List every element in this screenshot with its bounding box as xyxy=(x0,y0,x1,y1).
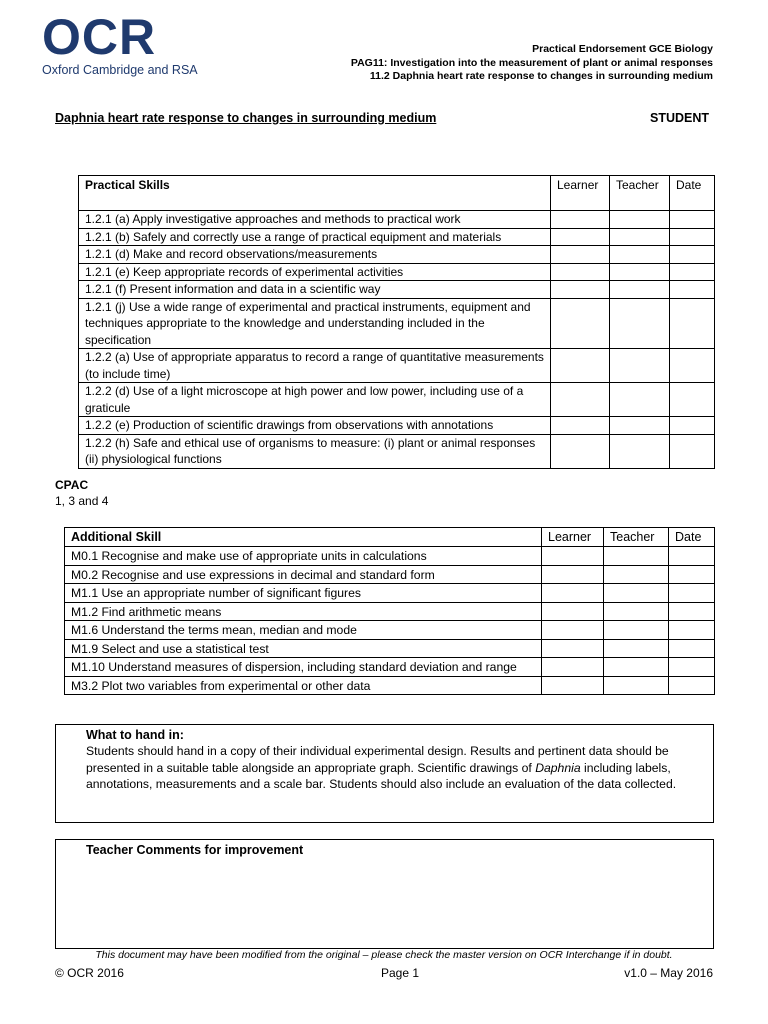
table-row xyxy=(79,298,715,349)
header-line-2: PAG11: Investigation into the measurement of plant or animal responses xyxy=(350,56,713,69)
column-header-teacher: Teacher xyxy=(604,528,669,547)
table-row xyxy=(65,547,715,566)
learner-signoff-cell[interactable] xyxy=(551,263,610,281)
table-row xyxy=(79,246,715,264)
teacher-signoff-cell[interactable] xyxy=(610,246,670,264)
hand-in-text xyxy=(86,743,705,793)
teacher-signoff-cell[interactable] xyxy=(604,621,669,640)
learner-signoff-cell[interactable] xyxy=(551,211,610,229)
teacher-signoff-cell[interactable] xyxy=(604,658,669,677)
date-signoff-cell[interactable] xyxy=(669,584,715,603)
learner-signoff-cell[interactable] xyxy=(542,676,604,695)
skill-description: M1.1 Use an appropriate number of significant figures xyxy=(65,584,542,603)
header-line-1: Practical Endorsement GCE Biology xyxy=(532,43,713,55)
table-header-row xyxy=(65,528,715,547)
footer-page-number: Page 1 xyxy=(381,966,420,980)
date-signoff-cell[interactable] xyxy=(670,417,715,435)
footer-version: v1.0 – May 2016 xyxy=(624,966,713,980)
date-signoff-cell[interactable] xyxy=(669,547,715,566)
date-signoff-cell[interactable] xyxy=(669,676,715,695)
learner-signoff-cell[interactable] xyxy=(542,621,604,640)
learner-signoff-cell[interactable] xyxy=(551,349,610,383)
skill-description: 1.2.1 (f) Present information and data in a scientific way xyxy=(79,281,551,299)
skill-description: M1.9 Select and use a statistical test xyxy=(65,639,542,658)
learner-signoff-cell[interactable] xyxy=(551,246,610,264)
date-signoff-cell[interactable] xyxy=(670,349,715,383)
table-row xyxy=(79,349,715,383)
date-signoff-cell[interactable] xyxy=(670,298,715,349)
hand-in-box xyxy=(55,724,714,823)
teacher-signoff-cell[interactable] xyxy=(610,228,670,246)
teacher-signoff-cell[interactable] xyxy=(604,676,669,695)
table-row xyxy=(79,434,715,468)
learner-signoff-cell[interactable] xyxy=(542,584,604,603)
skill-description: 1.2.1 (e) Keep appropriate records of experimental activities xyxy=(79,263,551,281)
table-row xyxy=(79,228,715,246)
cpac-value: 1, 3 and 4 xyxy=(55,494,109,508)
column-header-date: Date xyxy=(670,176,715,211)
table-row xyxy=(65,658,715,677)
skill-description: M1.2 Find arithmetic means xyxy=(65,602,542,621)
teacher-signoff-cell[interactable] xyxy=(610,211,670,229)
teacher-signoff-cell[interactable] xyxy=(604,602,669,621)
learner-signoff-cell[interactable] xyxy=(542,602,604,621)
teacher-signoff-cell[interactable] xyxy=(610,281,670,299)
skill-description: 1.2.1 (j) Use a wide range of experimental and practical instruments, equipment and techniques appropriate to the knowledge and understanding included in the specification xyxy=(79,298,551,349)
skill-description: 1.2.2 (d) Use of a light microscope at high power and low power, including use of a graticule xyxy=(79,383,551,417)
document-header xyxy=(293,43,713,84)
skill-description: M1.6 Understand the terms mean, median and mode xyxy=(65,621,542,640)
teacher-comments-box[interactable] xyxy=(55,839,714,949)
hand-in-heading: What to hand in: xyxy=(86,728,184,742)
table-row xyxy=(65,621,715,640)
skill-description: 1.2.1 (b) Safely and correctly use a range of practical equipment and materials xyxy=(79,228,551,246)
hand-in-text-part: Students should hand in a copy of their individual experimental design. Results and pertinent data should be presented in a suitable table alongside an appropriate graph. Scientific drawings of xyxy=(86,744,669,775)
table-header-row xyxy=(79,176,715,211)
date-signoff-cell[interactable] xyxy=(669,565,715,584)
practical-skills-table xyxy=(78,175,715,469)
skill-description: 1.2.2 (h) Safe and ethical use of organisms to measure: (i) plant or animal responses (ii) physiological functions xyxy=(79,434,551,468)
learner-signoff-cell[interactable] xyxy=(551,228,610,246)
table-row xyxy=(79,383,715,417)
date-signoff-cell[interactable] xyxy=(670,246,715,264)
teacher-signoff-cell[interactable] xyxy=(604,584,669,603)
skill-description: 1.2.2 (a) Use of appropriate apparatus to record a range of quantitative measurements (to include time) xyxy=(79,349,551,383)
logo-wordmark: OCR xyxy=(42,9,157,65)
skill-description: M0.2 Recognise and use expressions in decimal and standard form xyxy=(65,565,542,584)
hand-in-italic-term: Daphnia xyxy=(535,760,581,775)
table-row xyxy=(79,211,715,229)
date-signoff-cell[interactable] xyxy=(670,211,715,229)
table-row xyxy=(65,639,715,658)
table-row xyxy=(65,602,715,621)
date-signoff-cell[interactable] xyxy=(670,281,715,299)
teacher-signoff-cell[interactable] xyxy=(610,298,670,349)
date-signoff-cell[interactable] xyxy=(669,658,715,677)
header-line-3: 11.2 Daphnia heart rate response to changes in surrounding medium xyxy=(369,70,713,82)
additional-skills-table xyxy=(64,527,715,695)
table-row xyxy=(79,281,715,299)
footer-copyright: © OCR 2016 xyxy=(55,966,124,980)
learner-signoff-cell[interactable] xyxy=(551,383,610,417)
date-signoff-cell[interactable] xyxy=(669,639,715,658)
learner-signoff-cell[interactable] xyxy=(542,658,604,677)
skill-description: M0.1 Recognise and make use of appropriate units in calculations xyxy=(65,547,542,566)
skill-description: M1.10 Understand measures of dispersion, including standard deviation and range xyxy=(65,658,542,677)
logo-subtitle: Oxford Cambridge and RSA xyxy=(42,63,198,77)
teacher-signoff-cell[interactable] xyxy=(610,349,670,383)
column-header-learner: Learner xyxy=(551,176,610,211)
learner-signoff-cell[interactable] xyxy=(542,639,604,658)
learner-signoff-cell[interactable] xyxy=(551,281,610,299)
date-signoff-cell[interactable] xyxy=(670,383,715,417)
learner-signoff-cell[interactable] xyxy=(542,565,604,584)
date-signoff-cell[interactable] xyxy=(670,434,715,468)
learner-signoff-cell[interactable] xyxy=(551,298,610,349)
teacher-signoff-cell[interactable] xyxy=(604,565,669,584)
teacher-signoff-cell[interactable] xyxy=(604,547,669,566)
teacher-comments-heading: Teacher Comments for improvement xyxy=(86,843,304,857)
date-signoff-cell[interactable] xyxy=(670,228,715,246)
learner-signoff-cell[interactable] xyxy=(551,417,610,435)
table-row xyxy=(79,263,715,281)
learner-signoff-cell[interactable] xyxy=(551,434,610,468)
column-header-skill: Practical Skills xyxy=(79,176,551,211)
teacher-signoff-cell[interactable] xyxy=(610,417,670,435)
date-signoff-cell[interactable] xyxy=(670,263,715,281)
teacher-signoff-cell[interactable] xyxy=(610,434,670,468)
skill-description: M3.2 Plot two variables from experimental or other data xyxy=(65,676,542,695)
footer-note: This document may have been modified from the original – please check the master version on OCR Interchange if in doubt. xyxy=(95,949,673,961)
teacher-signoff-cell[interactable] xyxy=(610,263,670,281)
role-label: STUDENT xyxy=(650,111,710,125)
document-title: Daphnia heart rate response to changes in surrounding medium xyxy=(55,111,437,125)
learner-signoff-cell[interactable] xyxy=(542,547,604,566)
column-header-skill: Additional Skill xyxy=(65,528,542,547)
hand-in-text-part: including labels, annotations, measurements and a scale bar. Students should also include an evaluation of the data collected. xyxy=(86,760,677,791)
column-header-teacher: Teacher xyxy=(610,176,670,211)
table-row xyxy=(65,565,715,584)
ocr-logo xyxy=(42,9,202,78)
teacher-signoff-cell[interactable] xyxy=(610,383,670,417)
column-header-date: Date xyxy=(669,528,715,547)
date-signoff-cell[interactable] xyxy=(669,602,715,621)
table-row xyxy=(79,417,715,435)
column-header-learner: Learner xyxy=(542,528,604,547)
cpac-label: CPAC xyxy=(55,478,89,492)
table-row xyxy=(65,676,715,695)
table-row xyxy=(65,584,715,603)
skill-description: 1.2.2 (e) Production of scientific drawings from observations with annotations xyxy=(79,417,551,435)
date-signoff-cell[interactable] xyxy=(669,621,715,640)
skill-description: 1.2.1 (d) Make and record observations/measurements xyxy=(79,246,551,264)
skill-description: 1.2.1 (a) Apply investigative approaches and methods to practical work xyxy=(79,211,551,229)
teacher-signoff-cell[interactable] xyxy=(604,639,669,658)
